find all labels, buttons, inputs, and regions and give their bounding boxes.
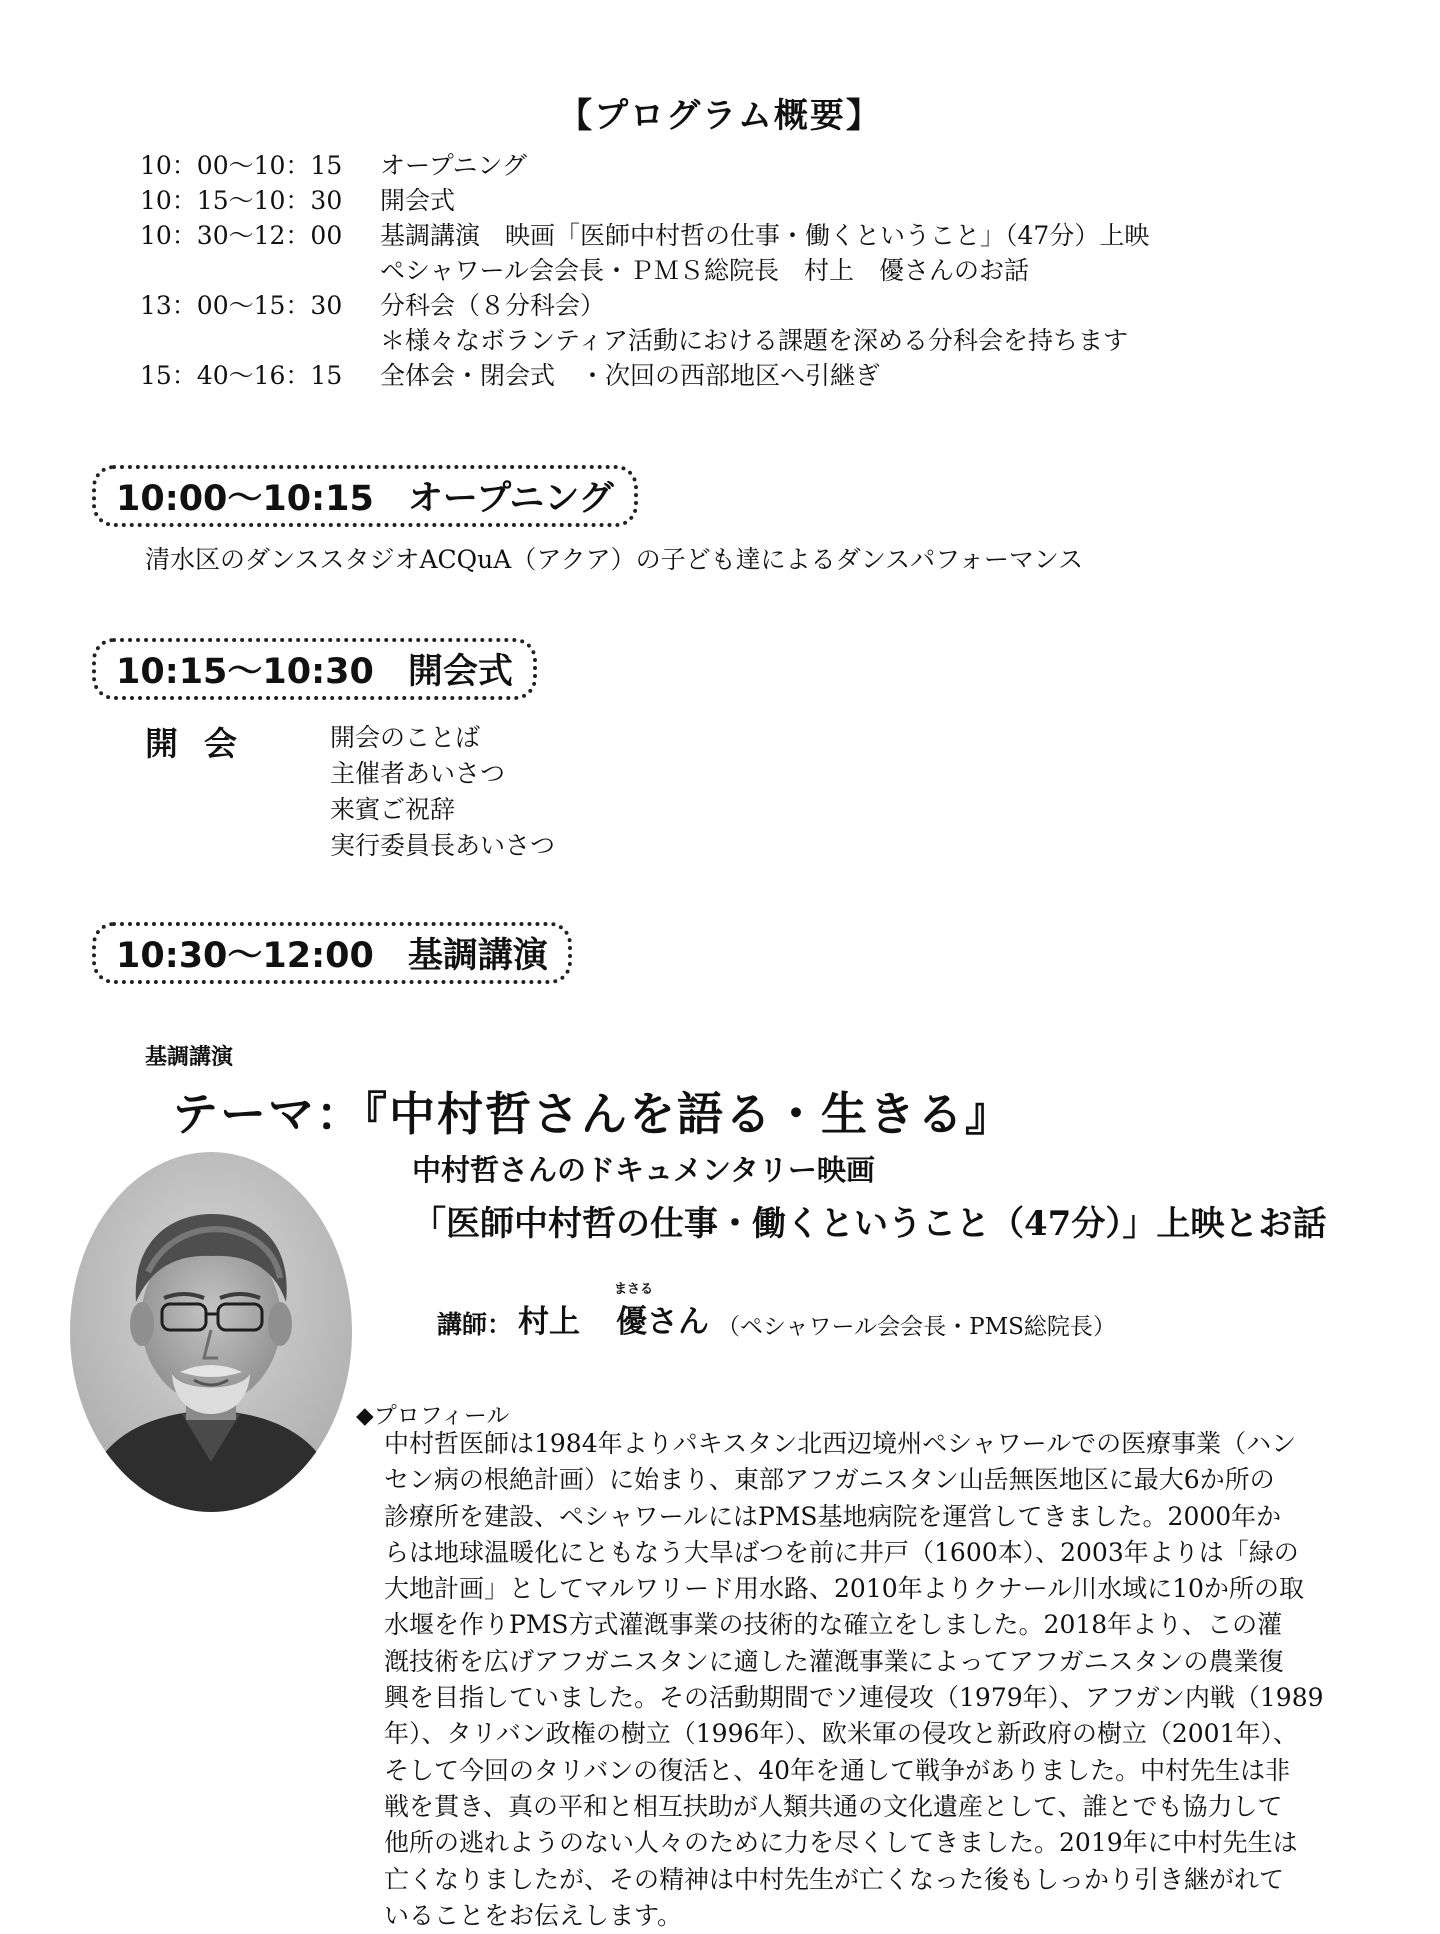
ceremony-item: 実行委員長あいさつ <box>330 831 556 860</box>
section-header-opening <box>92 465 638 527</box>
schedule-item: ＊様々なボランティア活動における課題を深める分科会を持ちます <box>380 326 1129 355</box>
ceremony-label: 開会 <box>145 724 263 763</box>
ceremony-items <box>330 720 555 864</box>
lecturer-honorific: さん <box>647 1304 710 1340</box>
profile-line: 戦を貫き、真の平和と相互扶助が人類共通の文化遺産として、誰とでも協力して <box>384 1791 1283 1821</box>
schedule-item: 分科会（８分科会） <box>380 291 606 320</box>
schedule-item: オープニング <box>380 151 528 180</box>
schedule-item: 全体会・閉会式 ・次回の西部地区へ引継ぎ <box>380 361 881 390</box>
profile-line: 中村哲医師は1984年よりパキスタン北西辺境州ペシャワールでの医療事業（ハン <box>384 1429 1297 1458</box>
keynote-theme: テーマ：『中村哲さんを語る・生きる』 <box>172 1087 1013 1141</box>
lecturer-given-text: 優 <box>616 1304 648 1340</box>
schedule-table <box>140 148 1340 393</box>
schedule-row <box>140 183 1340 218</box>
schedule-item: 開会式 <box>380 186 456 215</box>
schedule-time: 10：15〜10：30 <box>140 186 343 215</box>
lecturer-affiliation: （ペシャワール会会長・PMS総院長） <box>717 1314 1116 1340</box>
ceremony-item: 開会のことば <box>330 723 481 752</box>
profile-line: いることをお伝えします。 <box>384 1900 683 1930</box>
lecturer-line <box>437 1282 1116 1341</box>
profile-line: 興を目指していました。その活動期間でソ連侵攻（1979年）、アフガン内戦（1989 <box>384 1683 1324 1713</box>
schedule-item: ペシャワール会会長・ＰＭＳ総院長 村上 優さんのお話 <box>380 256 1030 285</box>
profile-line: セン病の根絶計画）に始まり、東部アフガニスタン山岳無医地区に最大6か所の <box>384 1465 1275 1495</box>
lecturer-name-reading: まさる <box>614 1282 654 1297</box>
schedule-row <box>140 358 1340 393</box>
film-title: 「医師中村哲の仕事・働くということ（47分）」上映とお話 <box>412 1204 1327 1244</box>
schedule-time: 13：00〜15：30 <box>140 291 343 320</box>
profile-heading: ◆プロフィール <box>356 1403 510 1429</box>
profile-line: 他所の逃れようのない人々のために力を尽くしてきました。2019年に中村先生は <box>384 1828 1298 1858</box>
ceremony-item: 主催者あいさつ <box>330 759 506 788</box>
section-time: 10:00〜10:15 <box>116 479 374 519</box>
profile-line: 水堰を作りPMS方式灌漑事業の技術的な確立をしました。2018年より、この灌 <box>384 1610 1283 1640</box>
profile-line: 年）、タリバン政権の樹立（1996年）、欧米軍の侵攻と新政府の樹立（2001年）、 <box>384 1719 1298 1749</box>
schedule-time: 10：00〜10：15 <box>140 151 343 180</box>
page-title: 【プログラム概要】 <box>558 96 882 136</box>
profile-line: 亡くなりましたが、その精神は中村先生が亡くなった後もしっかり引き継がれて <box>384 1864 1285 1894</box>
schedule-time: 10：30〜12：00 <box>140 221 343 250</box>
schedule-item: 基調講演 映画「医師中村哲の仕事・働くということ」（47分）上映 <box>380 221 1150 250</box>
schedule-time: 15：40〜16：15 <box>140 361 343 390</box>
profile-line: 漑技術を広げアフガニスタンに適した灌漑事業によってアフガニスタンの農業復 <box>384 1646 1284 1676</box>
lecturer-label: 講師： <box>437 1310 513 1339</box>
portrait-image <box>70 1152 352 1512</box>
lecturer-given-name <box>614 1282 654 1341</box>
schedule-row <box>140 148 1340 183</box>
lecturer-surname: 村上 <box>518 1304 581 1340</box>
section-time: 10:30〜12:00 <box>116 936 374 976</box>
profile-line: 診療所を建設、ペシャワールにはPMS基地病院を運営してきました。2000年か <box>384 1501 1282 1531</box>
film-subtitle: 中村哲さんのドキュメンタリー映画 <box>412 1153 875 1187</box>
section-header-keynote <box>92 922 572 984</box>
profile-line: 大地計画」としてマルワリード用水路、2010年よりクナール川水域に10か所の取 <box>384 1574 1304 1604</box>
speaker-photo <box>70 1152 352 1512</box>
section-time: 10:15〜10:30 <box>116 652 374 692</box>
section-title: 基調講演 <box>407 936 548 976</box>
section-title: オープニング <box>407 479 614 519</box>
profile-body <box>384 1426 1324 1934</box>
section-title: 開会式 <box>407 652 513 692</box>
opening-description: 清水区のダンススタジオACQuA（アクア）の子ども達によるダンスパフォーマンス <box>145 545 1084 574</box>
profile-line: そして今回のタリバンの復活と、40年を通して戦争がありました。中村先生は非 <box>384 1755 1291 1785</box>
keynote-label: 基調講演 <box>145 1044 234 1070</box>
section-header-ceremony <box>92 638 537 700</box>
schedule-row <box>140 288 1340 358</box>
ceremony-item: 来賓ご祝辞 <box>330 795 456 824</box>
schedule-row <box>140 218 1340 288</box>
profile-line: らは地球温暖化にともなう大旱ばつを前に井戸（1600本）、2003年よりは「緑の <box>384 1537 1299 1567</box>
